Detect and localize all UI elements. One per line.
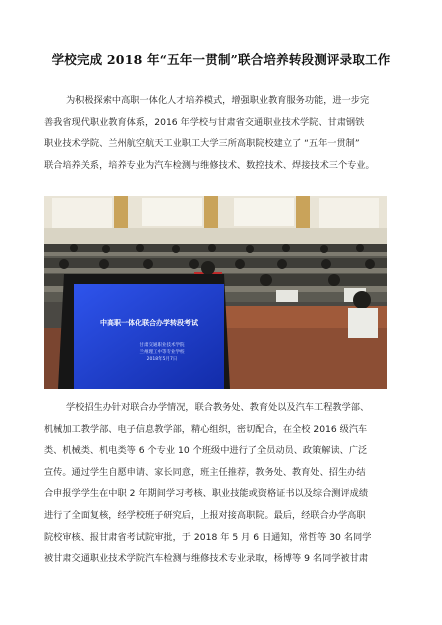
screen-line: 2018年5月7日: [146, 357, 178, 362]
paragraph-line: 职业技术学院、兰州航空航天工业职工大学三所高职院校建立了 “五年一贯制”: [44, 138, 360, 150]
paragraph-line: 联合培养关系，培养专业为汽车检测与维修技术、数控技术、焊接技术三个专业。: [44, 159, 375, 171]
article-paragraph-1: [44, 90, 400, 176]
screen-line: 兰州理工中等专业学校: [139, 350, 185, 355]
paragraph-line: 被甘肃交通职业技术学院汽车检测与维修技术专业录取，杨博等 9 名同学被甘肃: [44, 553, 369, 565]
paragraph-line: 合申报学学生在中职 2 年期间学习考核、职业技能或资格证书以及综合测评成绩: [44, 488, 369, 500]
paragraph-line: 为积极探索中高职一体化人才培养模式，增强职业教育服务功能，进一步完: [66, 95, 370, 106]
paragraph-line: 宣传。通过学生自愿申请、家长同意，班主任推荐，教务处、教育处、招生办结: [44, 466, 366, 478]
exam-room-illustration: [44, 196, 387, 389]
paragraph-line: 院校审核、报甘肃省考试院审批，于 2018 年 5 月 6 日通知，常哲等 30 名同学: [44, 531, 372, 543]
screen-line: 甘肃交通职业技术学院: [139, 343, 185, 348]
paragraph-line: 进行了全面复核，经学校班子研究后，上报对接高职院。最后，经联合办学高职: [44, 509, 366, 521]
exam-room-photo: [44, 196, 387, 389]
paragraph-line: 机械加工教学部、电子信息教学部，精心组织，密切配合，在全校 2016 级汽车: [44, 423, 368, 435]
paragraph-line: 学校招生办针对联合办学情况，联合教务处、教育处以及汽车工程教学部、: [66, 402, 370, 413]
paragraph-line: 类、机械类、机电类等 6 个专业 10 个班级中进行了全员动员、政策解读、广泛: [44, 445, 368, 457]
article-paragraph-2: [44, 397, 400, 570]
screen-heading: 中高职一体化联合办学转段考试: [100, 319, 198, 327]
paragraph-line: 善我省现代职业教育体系，2016 年学校与甘肃省交通职业技术学院、甘肃钢铁: [44, 116, 365, 128]
article-title: 学校完成 2018 年“五年一贯制”联合培养转段测评录取工作: [51, 52, 391, 67]
